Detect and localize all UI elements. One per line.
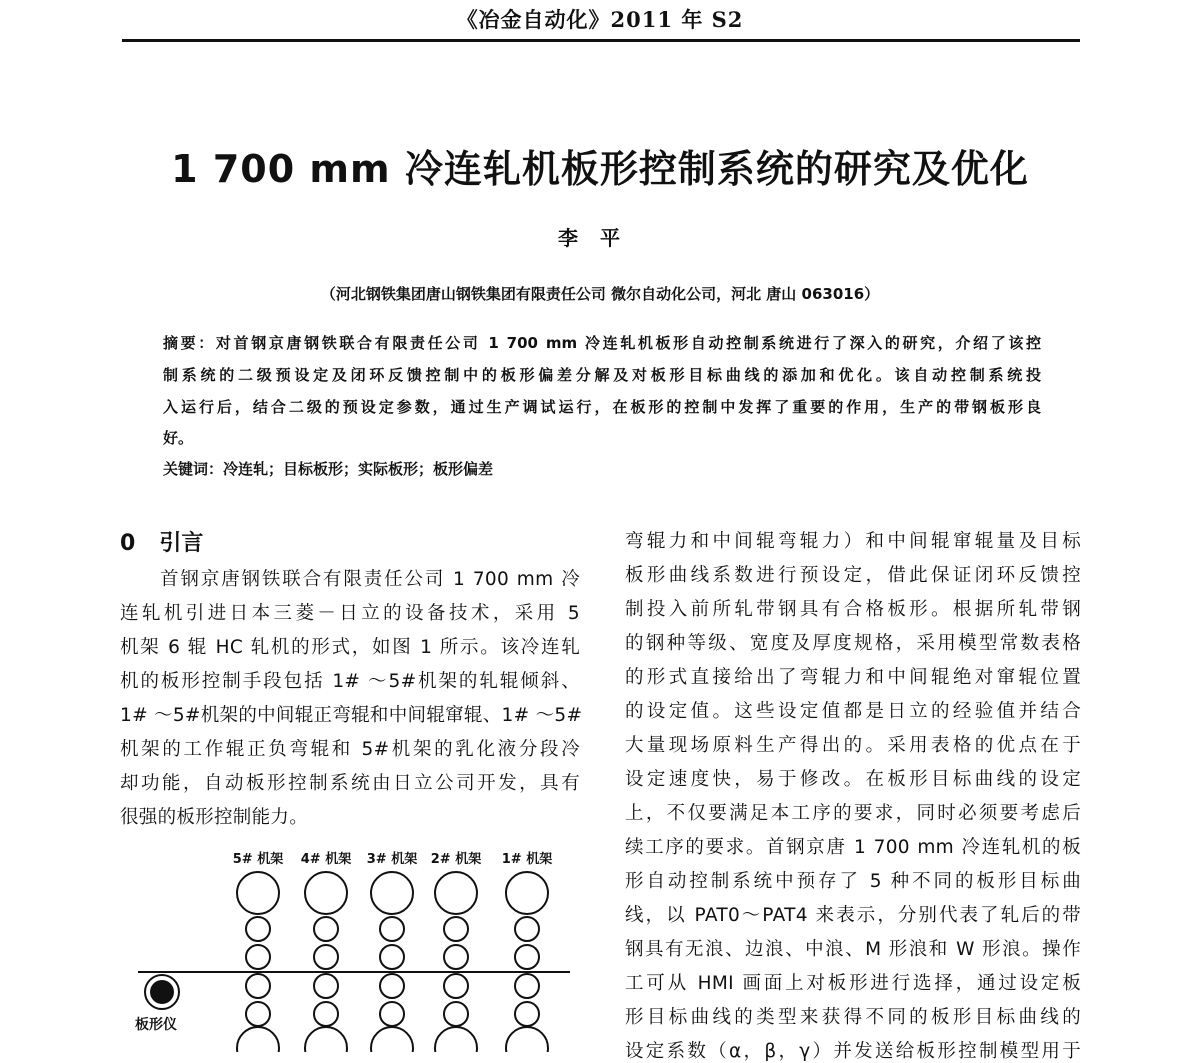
stand-1-rolls-icon: [506, 872, 548, 1052]
body-line: 机架 6 辊 HC 轧机的形式，如图 1 所示。该冷连轧: [120, 637, 580, 658]
body-line: 的设定值。这些设定值都是日立的经验值并结合: [625, 701, 1081, 722]
paper-title: 1 700 mm 冷连轧机板形控制系统的研究及优化: [171, 147, 1029, 191]
section-title: 引言: [159, 531, 204, 556]
body-line: 上，不仅要满足本工序的要求，同时必须要考虑后: [625, 803, 1081, 824]
mill-diagram: [120, 840, 590, 1052]
body-line: 板形曲线系数进行预设定，借此保证闭环反馈控: [625, 565, 1081, 586]
stand-2-rolls-icon: [435, 872, 477, 1052]
stand-label: 5# 机架: [232, 852, 284, 867]
body-line: 机的板形控制手段包括 1# ～5#机架的轧辊倾斜、: [120, 671, 580, 692]
body-line: 形自动控制系统中预存了 5 种不同的板形目标曲: [625, 871, 1081, 892]
body-line: 线，以 PAT0～PAT4 来表示，分别代表了轧后的带: [625, 905, 1081, 926]
body-line: 形目标曲线的类型来获得不同的板形目标曲线的: [625, 1007, 1081, 1028]
keywords-label: 关键词：: [163, 460, 224, 478]
body-line: 机架的工作辊正负弯辊和 5#机架的乳化液分段冷: [120, 739, 580, 760]
stand-label: 4# 机架: [300, 852, 352, 867]
shapemeter-inner-icon: [150, 980, 174, 1004]
shapemeter-label: 板形仪: [135, 1017, 177, 1033]
abstract-label: 摘要：: [163, 334, 216, 352]
body-line: 设定速度快，易于修改。在板形目标曲线的设定: [625, 769, 1081, 790]
body-line: 弯辊力和中间辊弯辊力）和中间辊窜辊量及目标: [625, 531, 1081, 552]
stand-label: 2# 机架: [430, 852, 482, 867]
body-line: 钢具有无浪、边浪、中浪、M 形浪和 W 形浪。操作: [625, 939, 1081, 960]
body-line: 的钢种等级、宽度及厚度规格，采用模型常数表格: [625, 633, 1081, 654]
body-line: 制投入前所轧带钢具有合格板形。根据所轧带钢: [625, 599, 1081, 620]
stand-5-rolls-icon: [237, 872, 279, 1052]
body-line: 首钢京唐钢铁联合有限责任公司 1 700 mm 冷: [160, 569, 580, 590]
body-line: 设定系数（α，β，γ）并发送给板形控制模型用于: [625, 1041, 1081, 1062]
abstract-line: 摘要：对首钢京唐钢铁联合有限责任公司 1 700 mm 冷连轧机板形自动控制系统进行了深入的研究，介绍了该控: [163, 334, 1041, 352]
abstract-line: 好。: [163, 429, 194, 447]
keywords: 关键词：冷连轧；目标板形；实际板形；板形偏差: [163, 460, 494, 478]
affiliation: （河北钢铁集团唐山钢铁集团有限责任公司 微尔自动化公司，河北 唐山 063016）: [320, 285, 880, 303]
abstract-line: 制系统的二级预设定及闭环反馈控制中的板形偏差分解及对板形目标曲线的添加和优化。该自动控制系统投: [163, 366, 1041, 384]
body-line: 工可从 HMI 画面上对板形进行选择，通过设定板: [625, 973, 1081, 994]
body-line: 1# ～5#机架的中间辊正弯辊和中间辊窜辊、1# ～5#: [120, 705, 583, 726]
author: 李平: [558, 226, 642, 250]
stand-4-rolls-icon: [305, 872, 347, 1052]
section-heading: [120, 526, 203, 557]
header-rule: [122, 39, 1080, 42]
body-line: 的形式直接给出了弯辊力和中间辊绝对窜辊位置: [625, 667, 1081, 688]
journal-header: 《冶金自动化》2011 年 S2: [456, 7, 744, 32]
stand-label: 1# 机架: [501, 852, 553, 867]
abstract-line: 入运行后，结合二级的预设定参数，通过生产调试运行，在板形的控制中发挥了重要的作用，生产的带钢板形良: [163, 398, 1041, 416]
body-line: 续工序的要求。首钢京唐 1 700 mm 冷连轧机的板: [625, 837, 1081, 858]
body-line: 大量现场原料生产得出的。采用表格的优点在于: [625, 735, 1081, 756]
section-number: 0: [120, 531, 136, 556]
stand-label: 3# 机架: [366, 852, 418, 867]
mill-diagram-svg: [120, 840, 590, 1052]
body-line: 连轧机引进日本三菱－日立的设备技术，采用 5: [120, 603, 580, 624]
stand-3-rolls-icon: [371, 872, 413, 1052]
body-line: 却功能，自动板形控制系统由日立公司开发，具有: [120, 773, 580, 794]
body-line: 很强的板形控制能力。: [120, 807, 309, 828]
